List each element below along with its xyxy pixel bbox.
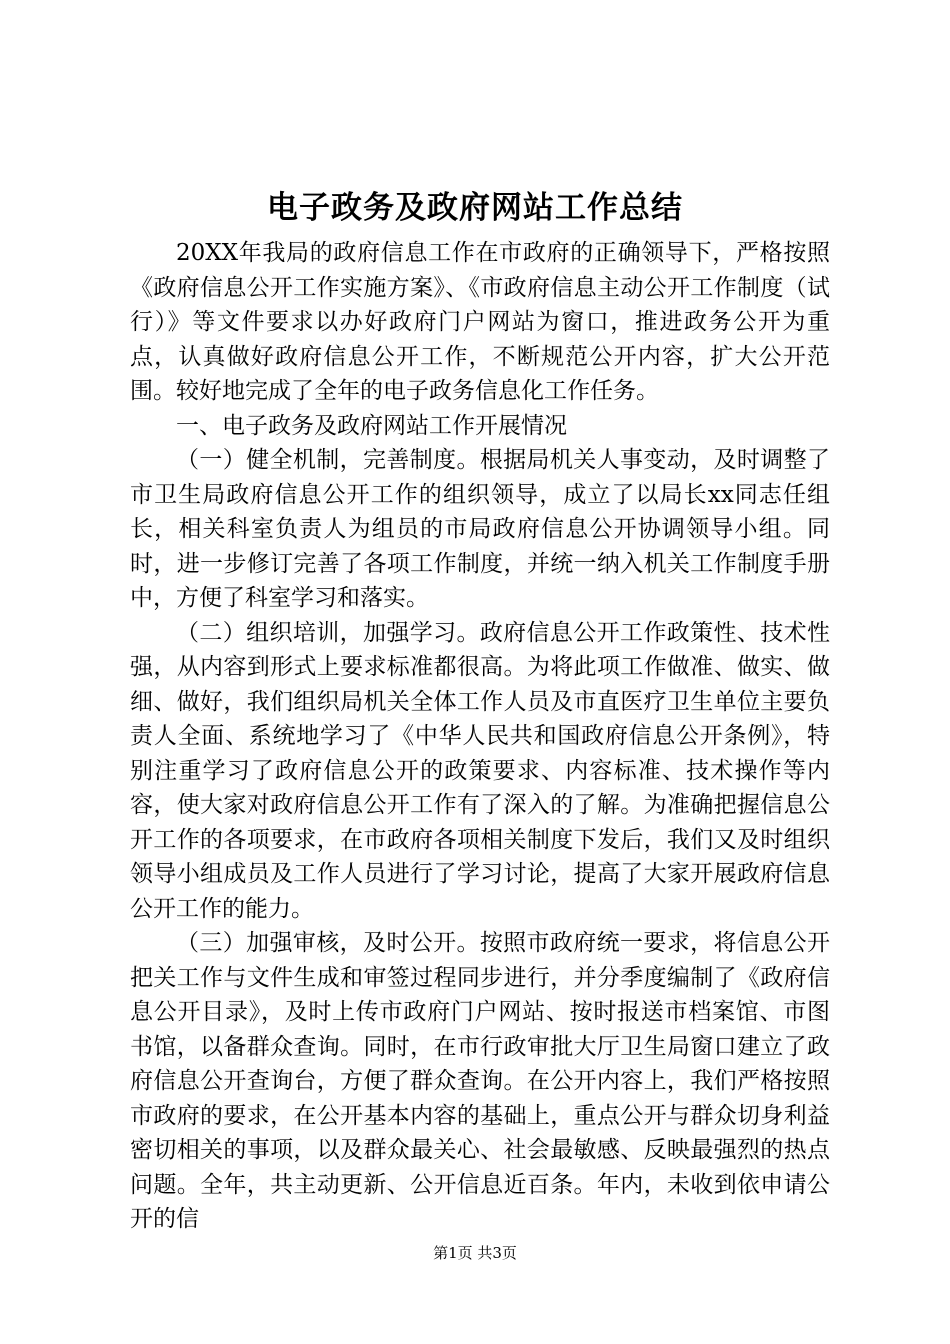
document-title: 电子政务及政府网站工作总结 [267, 190, 683, 226]
paragraph-item-1: （一）健全机制，完善制度。根据局机关人事变动，及时调整了市卫生局政府信息公开工作的组织领导，成立了以局长xx同志任组长，相关科室负责人为组员的市局政府信息公开协调领导小组。同时，进一步修订完善了各项工作制度，并统一纳入机关工作制度手册中，方便了科室学习和落实。 [130, 447, 830, 611]
page-number-footer: 第1页 共3页 [433, 1244, 517, 1262]
paragraph-intro: 20XX年我局的政府信息工作在市政府的正确领导下，严格按照《政府信息公开工作实施方案》、《市政府信息主动公开工作制度（试行）》等文件要求以办好政府门户网站为窗口，推进政务公开为重点，认真做好政府信息公开工作，不断规范公开内容，扩大公开范围。较好地完成了全年的电子政务信息化工作任务。 [130, 240, 830, 404]
paragraph-item-3: （三）加强审核，及时公开。按照市政府统一要求，将信息公开把关工作与文件生成和审签过程同步进行，并分季度编制了《政府信息公开目录》，及时上传市政府门户网站、按时报送市档案馆、市图书馆，以备群众查询。同时，在市行政审批大厅卫生局窗口建立了政府信息公开查询台，方便了群众查询。在公开内容上，我们严格按照市政府的要求，在公开基本内容的基础上，重点公开与群众切身利益密切相关的事项，以及群众最关心、社会最敏感、反映最强烈的热点问题。全年，共主动更新、公开信息近百条。年内，未收到依申请公开的信 [130, 930, 830, 1232]
paragraph-item-2: （二）组织培训，加强学习。政府信息公开工作政策性、技术性强，从内容到形式上要求标准都很高。为将此项工作做准、做实、做细、做好，我们组织局机关全体工作人员及市直医疗卫生单位主要负责人全面、系统地学习了《中华人民共和国政府信息公开条例》，特别注重学习了政府信息公开的政策要求、内容标准、技术操作等内容，使大家对政府信息公开工作有了深入的了解。为准确把握信息公开工作的各项要求，在市政府各项相关制度下发后，我们又及时组织领导小组成员及工作人员进行了学习讨论，提高了大家开展政府信息公开工作的能力。 [130, 619, 830, 922]
section-heading: 一、电子政务及政府网站工作开展情况 [176, 412, 567, 439]
document-body [130, 236, 830, 1237]
